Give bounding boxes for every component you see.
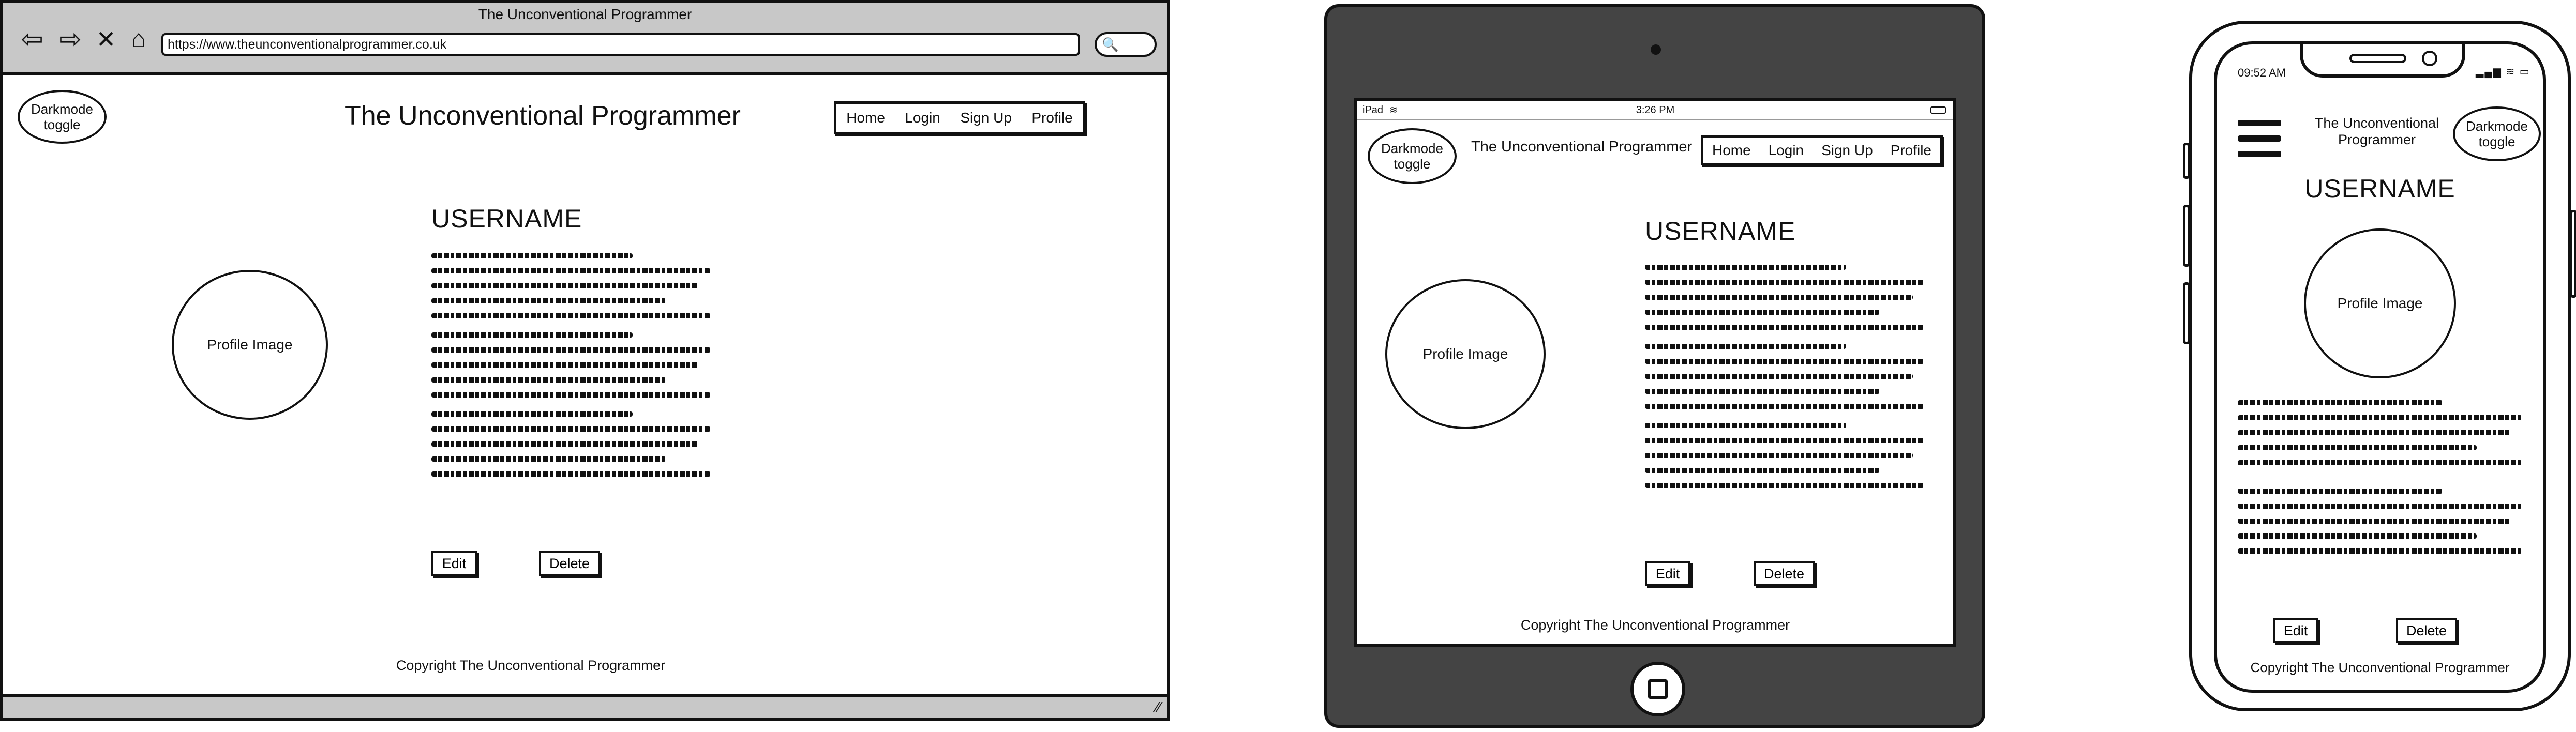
- forward-arrow-icon[interactable]: ⇨: [59, 24, 82, 54]
- username-heading: USERNAME: [2304, 174, 2455, 203]
- nav-home[interactable]: Home: [1712, 142, 1751, 158]
- browser-toolbar: [3, 3, 1167, 75]
- phone-side-button: [2183, 143, 2190, 179]
- desktop-browser-mockup: [0, 0, 1170, 721]
- nav-home[interactable]: Home: [846, 110, 885, 126]
- wifi-icon: ≋: [1389, 104, 1398, 116]
- profile-image: Profile Image: [2304, 228, 2456, 378]
- phone-notch: [2300, 41, 2465, 78]
- phone-side-button: [2570, 210, 2576, 298]
- nav-login[interactable]: Login: [1768, 142, 1804, 158]
- delete-button[interactable]: Delete: [1754, 561, 1815, 586]
- hamburger-menu-icon[interactable]: [2238, 120, 2281, 157]
- phone-mockup: [2189, 21, 2571, 711]
- nav-sign-up[interactable]: Sign Up: [1821, 142, 1873, 158]
- url-input[interactable]: https://www.theunconventionalprogrammer.co.uk: [161, 33, 1080, 56]
- home-button-icon[interactable]: [1630, 662, 1685, 716]
- footer-copyright: Copyright The Unconventional Programmer: [2250, 660, 2510, 675]
- footer-copyright: Copyright The Unconventional Programmer: [1520, 617, 1790, 633]
- speaker-icon: [2349, 54, 2406, 63]
- edit-button[interactable]: Edit: [431, 551, 477, 576]
- status-bar: [1357, 101, 1953, 120]
- tablet-screen: [1354, 98, 1956, 647]
- tablet-mockup: [1324, 4, 1985, 728]
- site-title: The Unconventional Programmer: [2314, 115, 2439, 147]
- profile-image: Profile Image: [1385, 279, 1546, 429]
- darkmode-toggle[interactable]: Darkmode toggle: [1368, 128, 1457, 184]
- bio-text-placeholder: [431, 253, 711, 486]
- back-arrow-icon[interactable]: ⇦: [21, 24, 43, 54]
- battery-icon: [1930, 106, 1946, 114]
- username-heading: USERNAME: [431, 204, 582, 233]
- close-icon[interactable]: ✕: [96, 26, 116, 53]
- darkmode-toggle[interactable]: Darkmode toggle: [2453, 106, 2541, 161]
- edit-button[interactable]: Edit: [2273, 618, 2318, 643]
- bio-text-placeholder: [2238, 400, 2522, 563]
- resize-grip-icon[interactable]: ⁄⁄: [1156, 699, 1161, 715]
- status-time: 3:26 PM: [1636, 104, 1675, 116]
- nav-login[interactable]: Login: [905, 110, 940, 126]
- device-label: iPad: [1362, 104, 1384, 116]
- bio-text-placeholder: [1645, 265, 1924, 498]
- darkmode-toggle[interactable]: Darkmode toggle: [18, 90, 107, 144]
- edit-button[interactable]: Edit: [1645, 561, 1690, 586]
- phone-side-button: [2183, 282, 2190, 344]
- phone-screen: [2214, 41, 2546, 693]
- delete-button[interactable]: Delete: [539, 551, 600, 576]
- profile-image: Profile Image: [172, 270, 328, 420]
- site-title: The Unconventional Programmer: [1471, 139, 1693, 155]
- delete-button[interactable]: Delete: [2396, 618, 2457, 643]
- nav-bar: [834, 101, 1085, 134]
- search-icon[interactable]: 🔍: [1095, 32, 1157, 57]
- signal-wifi-battery-icons: ▂▄▆ ≋ ▭: [2476, 66, 2530, 78]
- nav-bar: [1701, 135, 1943, 165]
- browser-status-bar: [3, 694, 1167, 718]
- camera-icon: [2422, 51, 2437, 66]
- home-icon[interactable]: ⌂: [131, 25, 146, 53]
- status-time: 09:52 AM: [2238, 66, 2286, 79]
- nav-profile[interactable]: Profile: [1031, 110, 1073, 126]
- phone-side-button: [2183, 205, 2190, 267]
- nav-profile[interactable]: Profile: [1890, 142, 1931, 158]
- username-heading: USERNAME: [1645, 217, 1796, 246]
- footer-copyright: Copyright The Unconventional Programmer: [396, 658, 666, 673]
- browser-window-title: The Unconventional Programmer: [478, 6, 692, 22]
- nav-sign-up[interactable]: Sign Up: [960, 110, 1012, 126]
- site-title: The Unconventional Programmer: [345, 101, 741, 131]
- camera-icon: [1651, 44, 1661, 55]
